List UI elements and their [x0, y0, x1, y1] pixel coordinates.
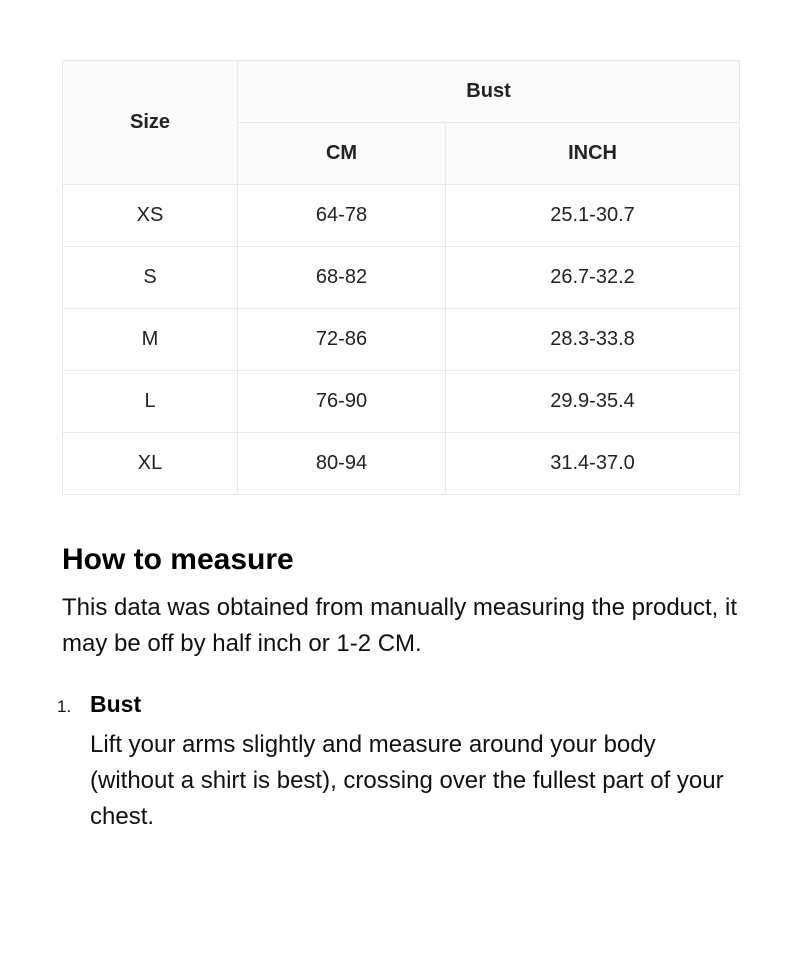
cm-cell: 64-78	[238, 185, 446, 247]
size-chart-header	[63, 61, 740, 185]
table-row	[63, 433, 740, 495]
cm-column-header: CM	[238, 123, 446, 185]
table-row	[63, 185, 740, 247]
inch-cell: 28.3-33.8	[446, 309, 740, 371]
how-to-measure-heading: How to measure	[62, 543, 294, 576]
group-header-row	[63, 61, 740, 123]
inch-cell: 26.7-32.2	[446, 247, 740, 309]
size-guide-page	[0, 60, 800, 835]
cm-cell: 72-86	[238, 309, 446, 371]
size-cell: XS	[63, 185, 238, 247]
inch-cell: 31.4-37.0	[446, 433, 740, 495]
inch-cell: 29.9-35.4	[446, 371, 740, 433]
step-body	[90, 690, 739, 835]
size-cell: XL	[63, 433, 238, 495]
size-cell: M	[63, 309, 238, 371]
step-number: 1.	[57, 697, 72, 716]
step-title: Bust	[90, 691, 142, 717]
cm-cell: 76-90	[238, 371, 446, 433]
size-chart-body	[63, 185, 740, 495]
inch-column-header: INCH	[446, 123, 740, 185]
cm-cell: 80-94	[238, 433, 446, 495]
cm-cell: 68-82	[238, 247, 446, 309]
measure-step-bust	[57, 690, 739, 835]
step-description: Lift your arms slightly and measure around your body (without a shirt is best), crossing over the fullest part of your chest.	[90, 731, 724, 830]
bust-group-header: Bust	[238, 61, 740, 123]
measure-disclaimer-text: This data was obtained from manually measuring the product, it may be off by half inch or 1-2 CM.	[62, 594, 738, 657]
table-row	[63, 247, 740, 309]
table-row	[63, 309, 740, 371]
size-cell: S	[63, 247, 238, 309]
inch-cell: 25.1-30.7	[446, 185, 740, 247]
size-column-header: Size	[63, 61, 238, 185]
size-chart-table	[62, 60, 740, 495]
size-cell: L	[63, 371, 238, 433]
table-row	[63, 371, 740, 433]
